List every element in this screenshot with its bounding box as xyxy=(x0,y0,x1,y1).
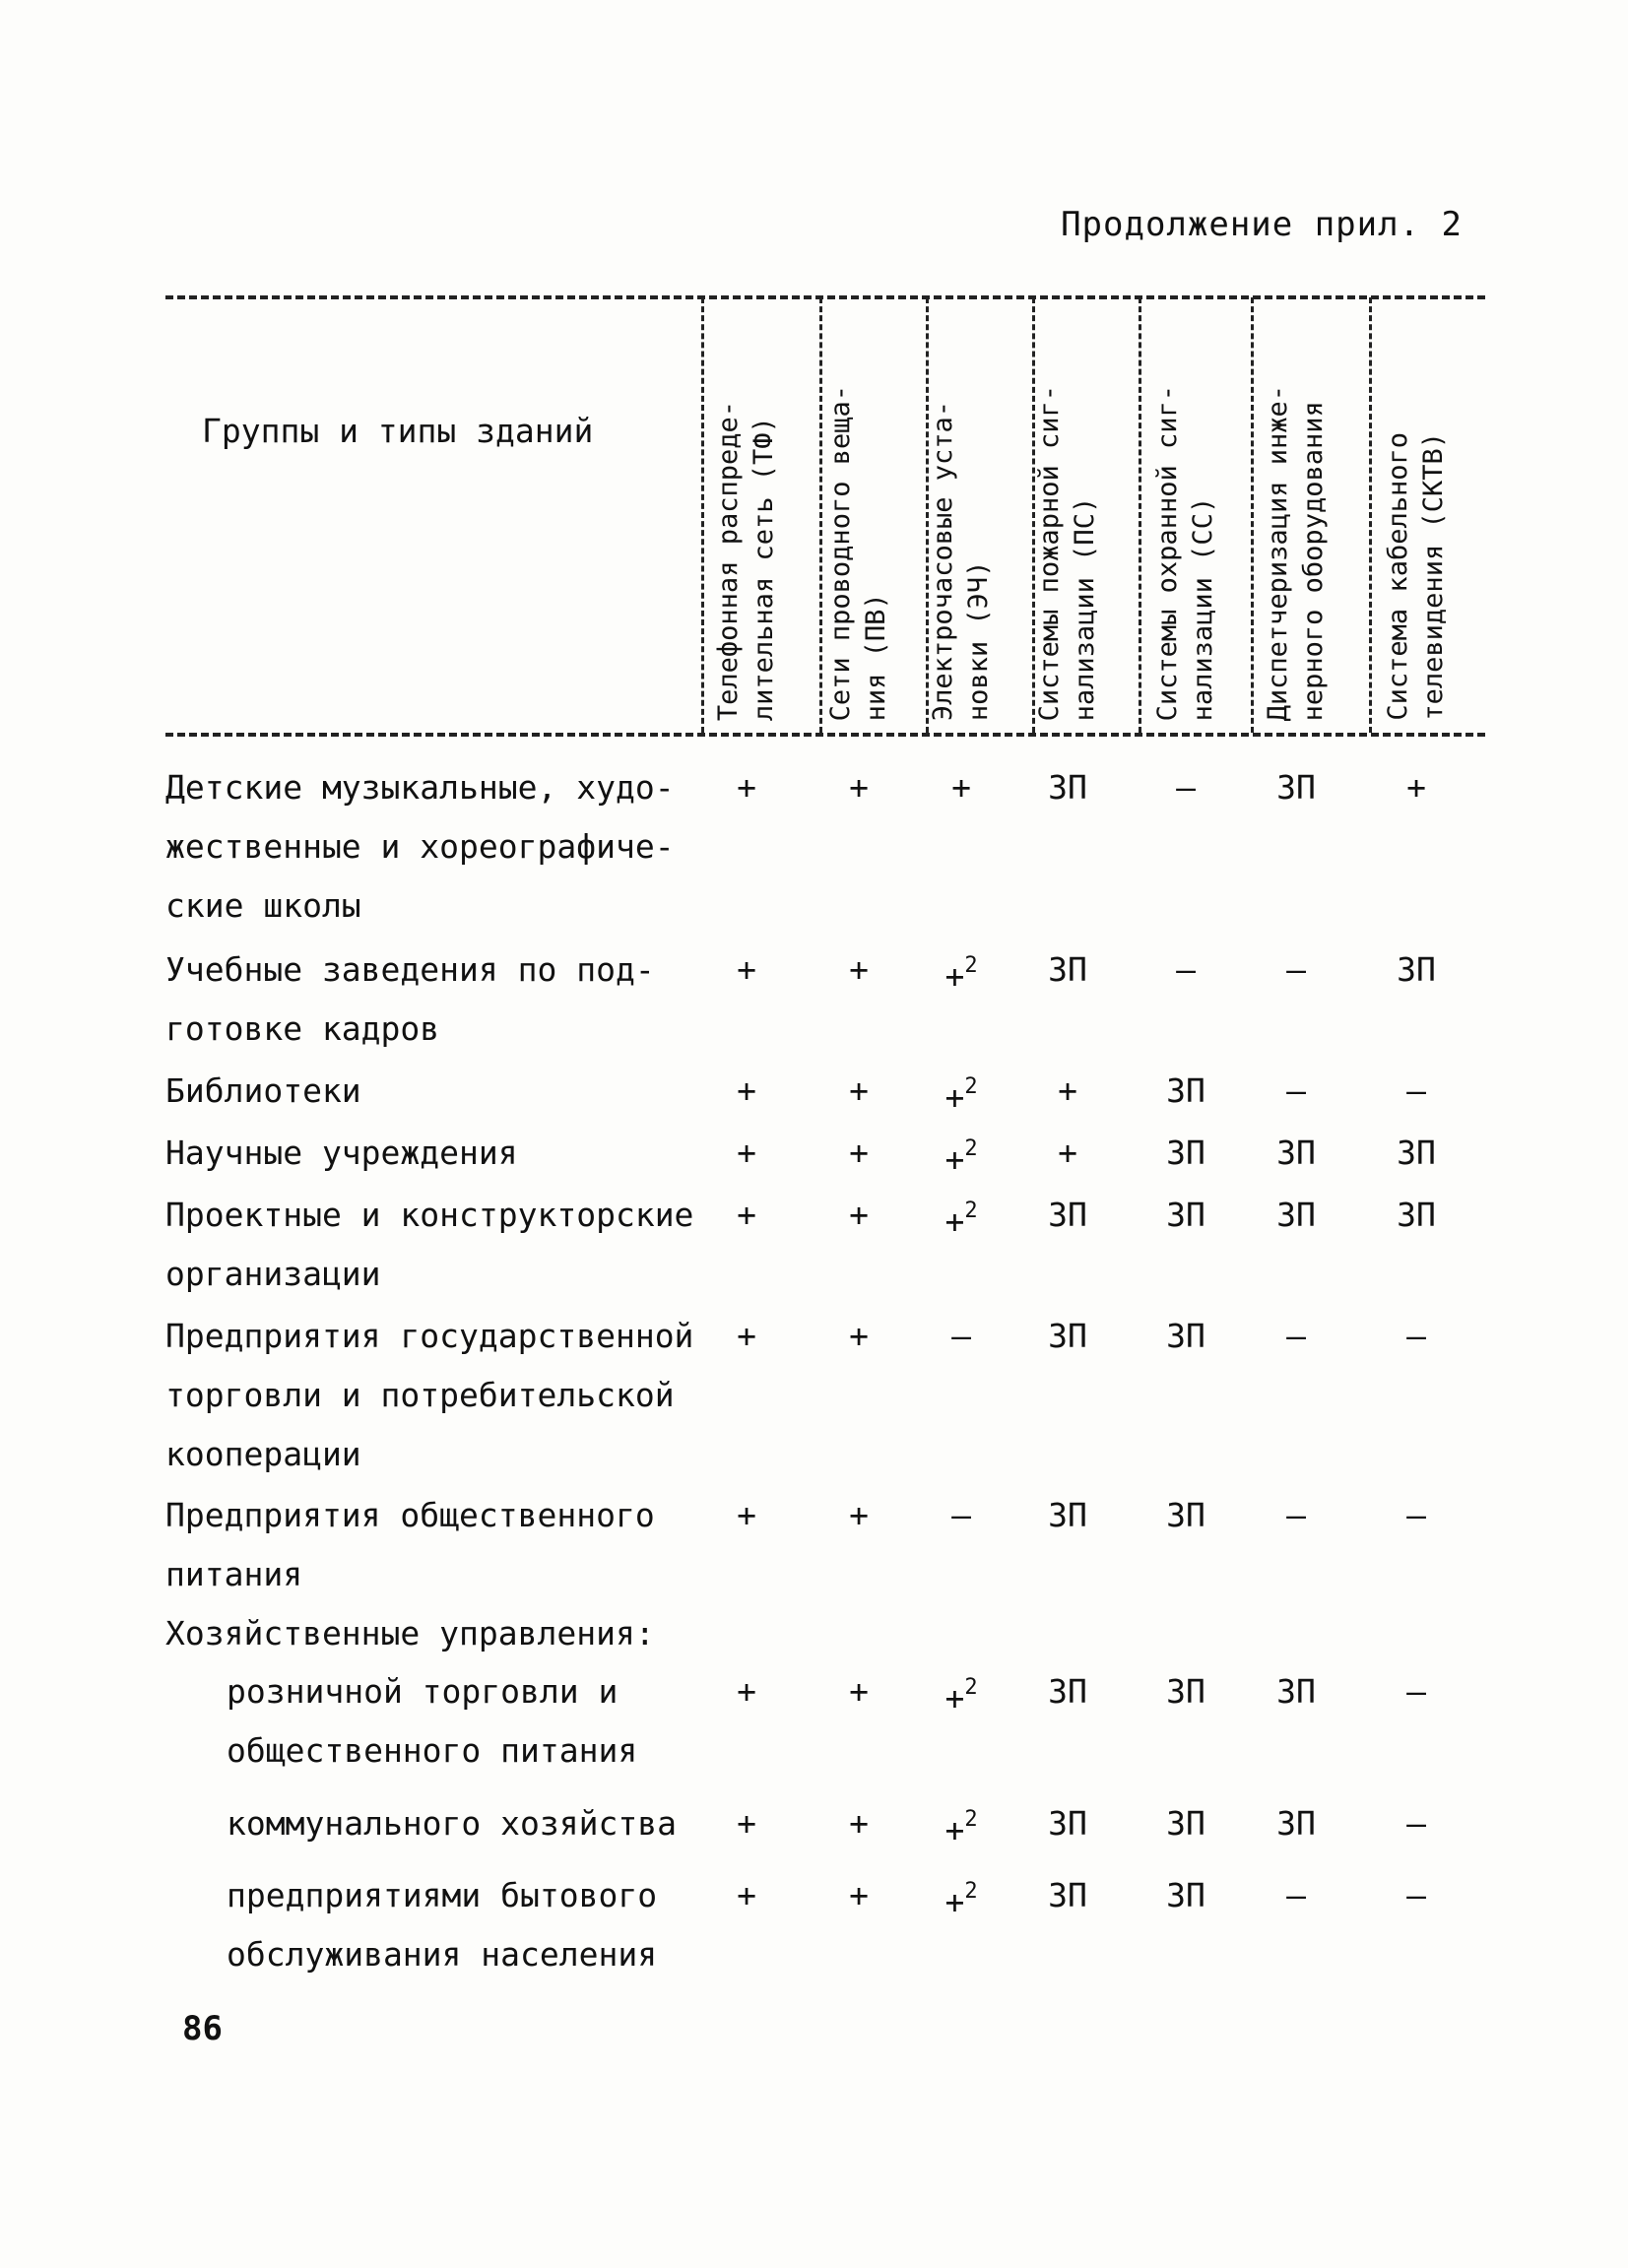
table-top-rule xyxy=(165,295,1485,299)
table-cell: ЗП xyxy=(1048,1496,1087,1534)
row-label: Предприятия общественного питания xyxy=(165,1496,655,1593)
table-cell: + xyxy=(1058,1071,1077,1110)
table-cell: ЗП xyxy=(1397,1196,1436,1234)
table-cell: ЗП xyxy=(1048,950,1087,989)
table-cell: – xyxy=(1176,950,1196,989)
table-cell: – xyxy=(951,1317,971,1355)
table-cell: ЗП xyxy=(1276,1804,1316,1843)
table-cell: ЗП xyxy=(1397,1134,1436,1172)
table-cell: ЗП xyxy=(1166,1672,1205,1711)
table-cell: ЗП xyxy=(1276,768,1316,807)
table-cell: ЗП xyxy=(1166,1496,1205,1534)
table-cell: ЗП xyxy=(1397,950,1436,989)
row-label: Научные учреждения xyxy=(165,1134,518,1172)
column-header-7 xyxy=(1372,307,1461,721)
column-header-label: Телефонная распреде- лительная сеть (ТФ) xyxy=(713,400,779,721)
table-cell: + xyxy=(1406,768,1426,807)
table-cell: ЗП xyxy=(1166,1071,1205,1110)
group-header: Группы и типы зданий xyxy=(202,412,594,450)
table-cell: ЗП xyxy=(1166,1804,1205,1843)
table-cell: + xyxy=(737,768,756,807)
table-cell: +$^2$ xyxy=(944,1675,978,1717)
row-label: розничной торговли и общественного питания xyxy=(227,1672,638,1770)
table-cell: + xyxy=(849,1804,869,1843)
column-header-1 xyxy=(702,307,791,721)
table-cell: ЗП xyxy=(1048,1196,1087,1234)
table-cell: – xyxy=(1176,768,1196,807)
table-cell: +$^2$ xyxy=(944,1074,978,1117)
row-label: предприятиями бытового обслуживания населения xyxy=(227,1876,658,1974)
table-cell: + xyxy=(849,768,869,807)
column-header-label: Системы пожарной сиг- нализации (ПС) xyxy=(1034,384,1100,721)
column-header-4 xyxy=(1023,307,1112,721)
row-label: Хозяйственные управления: xyxy=(165,1614,655,1652)
table-cell: ЗП xyxy=(1276,1672,1316,1711)
column-header-label: Сети проводного веща- ния (ПВ) xyxy=(825,384,891,721)
table-cell: + xyxy=(849,1071,869,1110)
table-cell: ЗП xyxy=(1166,1196,1205,1234)
page-number: 86 xyxy=(182,2009,223,2048)
column-header-label: Система кабельного телевидения (СКТВ) xyxy=(1383,432,1449,721)
table-cell: ЗП xyxy=(1166,1876,1205,1914)
row-label: Предприятия государственной торговли и потребительской кооперации xyxy=(165,1317,694,1473)
table-cell: – xyxy=(1286,1876,1306,1914)
table-cell: + xyxy=(737,1134,756,1172)
table-cell: ЗП xyxy=(1048,1317,1087,1355)
table-cell: + xyxy=(849,1196,869,1234)
table-cell: + xyxy=(737,1196,756,1234)
table-cell: ЗП xyxy=(1048,1804,1087,1843)
table-cell: + xyxy=(737,950,756,989)
table-cell: – xyxy=(951,1496,971,1534)
table-cell: ЗП xyxy=(1276,1134,1316,1172)
table-header-rule xyxy=(165,733,1485,737)
table-cell: – xyxy=(1286,1496,1306,1534)
table-cell: ЗП xyxy=(1276,1196,1316,1234)
table-cell: – xyxy=(1286,950,1306,989)
table-cell: + xyxy=(849,1134,869,1172)
row-label: коммунального хозяйства xyxy=(227,1804,677,1843)
table-cell: + xyxy=(849,950,869,989)
column-header-label: Электрочасовые уста- новки (ЭЧ) xyxy=(928,400,994,721)
table-cell: – xyxy=(1406,1672,1426,1711)
table-cell: – xyxy=(1286,1071,1306,1110)
table-cell: – xyxy=(1406,1804,1426,1843)
row-label: Детские музыкальные, худо- жественные и хореографиче- ские школы xyxy=(165,768,675,925)
table-cell: ЗП xyxy=(1048,1672,1087,1711)
table-cell: – xyxy=(1406,1496,1426,1534)
column-header-label: Диспетчеризация инже- нерного оборудования xyxy=(1263,384,1329,721)
table-cell: ЗП xyxy=(1048,768,1087,807)
table-cell: + xyxy=(1058,1134,1077,1172)
column-header-label: Системы охранной сиг- нализации (СС) xyxy=(1152,384,1218,721)
table-cell: + xyxy=(849,1317,869,1355)
column-header-3 xyxy=(917,307,1006,721)
table-cell: ЗП xyxy=(1048,1876,1087,1914)
column-header-6 xyxy=(1252,307,1340,721)
table-cell: +$^2$ xyxy=(944,953,978,996)
table-cell: +$^2$ xyxy=(944,1136,978,1179)
table-cell: – xyxy=(1406,1317,1426,1355)
table-cell: + xyxy=(849,1672,869,1711)
table-cell: + xyxy=(737,1876,756,1914)
row-label: Библиотеки xyxy=(165,1071,361,1110)
table-cell: ЗП xyxy=(1166,1134,1205,1172)
table-cell: + xyxy=(849,1496,869,1534)
table-cell: +$^2$ xyxy=(944,1807,978,1849)
column-header-5 xyxy=(1141,307,1230,721)
row-label: Учебные заведения по под- готовке кадров xyxy=(165,950,655,1048)
table-cell: + xyxy=(737,1672,756,1711)
table-cell: +$^2$ xyxy=(944,1879,978,1921)
table-cell: + xyxy=(737,1071,756,1110)
continuation-note: Продолжение прил. 2 xyxy=(1061,205,1463,244)
table-cell: – xyxy=(1286,1317,1306,1355)
table-cell: ЗП xyxy=(1166,1317,1205,1355)
table-cell: + xyxy=(951,768,971,807)
column-header-2 xyxy=(814,307,903,721)
row-label: Проектные и конструкторские организации xyxy=(165,1196,694,1293)
table-cell: + xyxy=(849,1876,869,1914)
table-cell: – xyxy=(1406,1071,1426,1110)
table-cell: + xyxy=(737,1496,756,1534)
table-cell: +$^2$ xyxy=(944,1199,978,1241)
table-cell: + xyxy=(737,1804,756,1843)
table-cell: – xyxy=(1406,1876,1426,1914)
table-cell: + xyxy=(737,1317,756,1355)
